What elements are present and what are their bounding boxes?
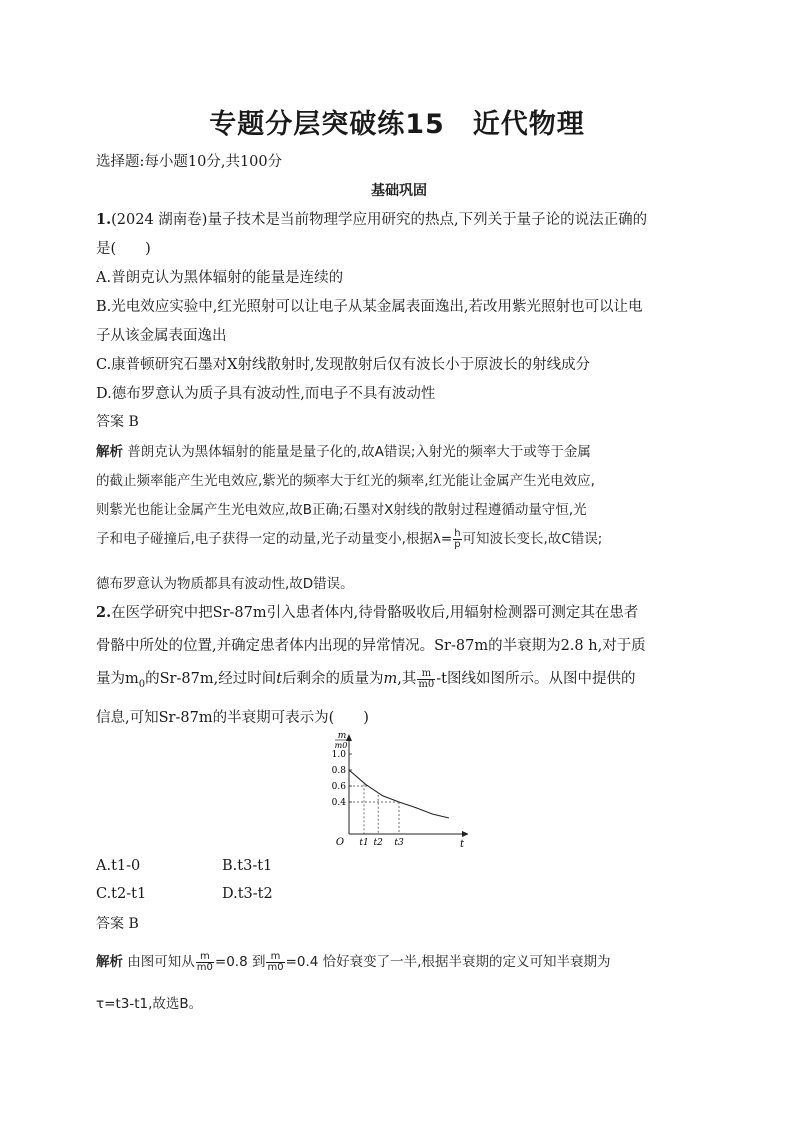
q1-answer-label: 答案: [96, 414, 124, 430]
q2-option-c: C.t2-t1: [96, 886, 147, 902]
q2-var-m: m: [383, 671, 398, 687]
q2-sub0: 0: [138, 678, 146, 690]
y-label-num: m: [337, 731, 347, 741]
q2-number: 2.: [96, 604, 112, 621]
q1-explain-line3: 则紫光也能让金属产生光电效应,故B正确;石墨对X射线的散射过程遵循动量守恒,光: [96, 502, 587, 518]
y-label-den: m0: [334, 741, 348, 750]
intro-line: 选择题:每小题10分,共100分: [96, 154, 283, 170]
q1-explain-line4: [96, 527, 702, 550]
m-over-m0-fraction-1: [196, 952, 214, 973]
q2-e-frac-den2: m0: [267, 961, 284, 973]
q2-text-d: 后剩余的质量为: [282, 671, 384, 687]
q2-option-b: B.t3-t1: [222, 858, 273, 874]
q2-e-frac-num1: m: [196, 952, 214, 963]
frac-numerator: h: [454, 527, 461, 539]
q2-stem-text1: 在医学研究中把Sr-87m引入患者体内,待骨骼吸收后,用辐射检测器可测定其在患者: [111, 605, 639, 621]
q2-text-b: 的Sr-87m,经过时间: [145, 671, 277, 687]
q1-option-d: D.德布罗意认为质子具有波动性,而电子不具有波动性: [96, 386, 436, 402]
origin-label: O: [335, 837, 345, 848]
q2-explain-label: 解析: [96, 954, 123, 970]
x-tick-label: t3: [394, 838, 404, 848]
m-over-m0-fraction-2: [266, 952, 284, 973]
q2-stem-line4: 信息,可知Sr-87m的半衰期可表示为( ): [96, 710, 369, 726]
q2-explain-line1: [96, 950, 702, 973]
q1-answer-value: B: [128, 414, 139, 430]
q1-stem-line1: [96, 208, 702, 229]
q2-option-a: A.t1-0: [96, 858, 141, 874]
q2-stem-line2: 骨骼中所处的位置,并确定患者体内出现的异常情况。Sr-87m的半衰期为2.8 h,对于质: [96, 638, 646, 654]
q2-explain-b: =0.8 到: [214, 954, 266, 970]
q1-explain-label: 解析: [96, 444, 123, 460]
q2-frac-den: m0: [418, 678, 435, 690]
y-tick-label: 0.6: [331, 782, 346, 792]
q2-answer: [96, 913, 702, 933]
q2-text-mass: 量为m: [96, 671, 139, 687]
decay-chart: [318, 728, 468, 852]
x-tick-label: t1: [359, 838, 369, 848]
x-axis-label: t: [459, 839, 465, 850]
section-heading: 基础巩固: [371, 183, 427, 199]
q1-explain-text1: 普朗克认为黑体辐射的能量是量子化的,故A错误;入射光的频率大于或等于金属: [127, 444, 591, 460]
x-tick-label: t2: [373, 838, 383, 848]
q1-explain-line2: 的截止频率能产生光电效应,紫光的频率大于红光的频率,红光能让金属产生光电效应,: [96, 473, 595, 489]
q1-option-a: A.普朗克认为黑体辐射的能量是连续的: [96, 270, 344, 286]
frac-denominator: p: [454, 538, 461, 550]
q2-frac-num: m: [417, 669, 435, 680]
m-over-m0-fraction: [417, 669, 435, 690]
y-tick-label: 1.0: [331, 750, 346, 760]
q1-option-b-cont: 子从该金属表面逸出: [96, 328, 227, 344]
q2-text-f: ,其: [397, 671, 417, 687]
q2-option-d: D.t3-t2: [222, 886, 273, 902]
q1-option-b: B.光电效应实验中,红光照射可以让电子从某金属表面逸出,若改用紫光照射也可以让电: [96, 299, 643, 315]
q2-explain-a: 由图可知从: [127, 954, 195, 970]
q2-explain-line2: τ=t3-t1,故选B。: [96, 996, 203, 1012]
page-title: 专题分层突破练15 近代物理: [209, 109, 585, 140]
y-tick-label: 0.8: [331, 766, 346, 776]
q1-explain-text4: 子和电子碰撞后,电子获得一定的动量,光子动量变小,根据λ=: [96, 531, 453, 547]
q2-stem-line3: [96, 667, 702, 690]
q1-stem-text: (2024 湖南卷)量子技术是当前物理学应用研究的热点,下列关于量子论的说法正确的: [111, 212, 648, 228]
q1-number: 1.: [96, 211, 112, 228]
q2-stem-line1: [96, 601, 702, 622]
q1-explain-line5: 德布罗意认为物质都具有波动性,故D错误。: [96, 576, 354, 592]
h-over-p-fraction: [453, 529, 461, 550]
q2-e-frac-den1: m0: [196, 961, 213, 973]
q2-answer-value: B: [128, 916, 139, 932]
y-tick-label: 0.4: [331, 798, 346, 808]
q2-explain-c: =0.4 恰好衰变了一半,根据半衰期的定义可知半衰期为: [285, 954, 611, 970]
q1-answer: [96, 411, 702, 431]
q2-e-frac-num2: m: [266, 952, 284, 963]
q1-explain-text4b: 可知波长变长,故C错误;: [462, 531, 603, 547]
q1-stem-line2: 是( ): [96, 241, 151, 257]
x-axis-arrow: [462, 831, 468, 837]
q2-var-t: t: [276, 671, 283, 687]
q1-explain-line1: [96, 440, 702, 460]
q1-option-c: C.康普顿研究石墨对X射线散射时,发现散射后仅有波长小于原波长的射线成分: [96, 357, 591, 373]
q2-answer-label: 答案: [96, 916, 124, 932]
q2-text-g: -t图线如图所示。从图中提供的: [436, 671, 636, 687]
